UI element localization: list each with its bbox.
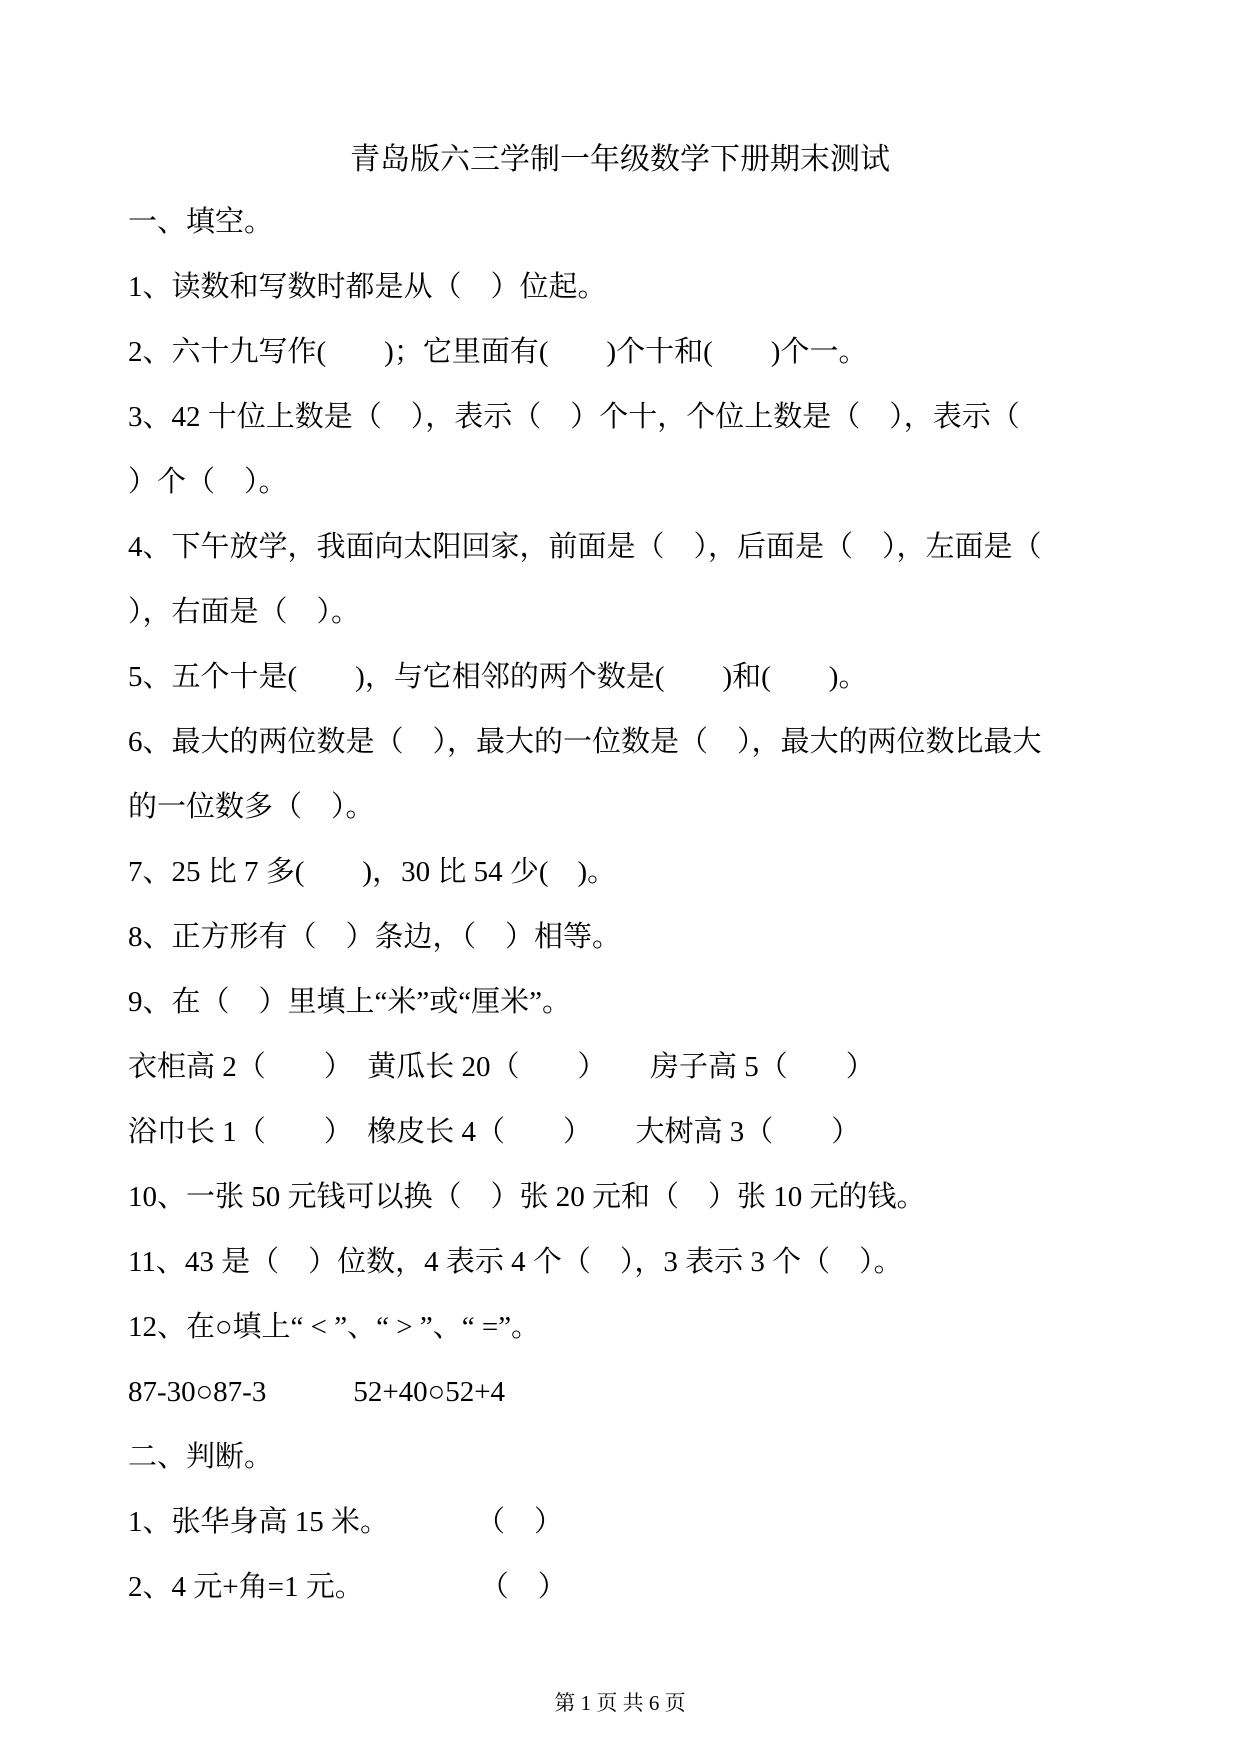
fill-q7: 7、25 比 7 多( )，30 比 54 少( )。 xyxy=(128,856,617,888)
section-fill-heading: 一、填空。 xyxy=(128,206,274,238)
fill-q12: 12、在○填上“ < ”、“ > ”、“ =”。 xyxy=(128,1311,541,1343)
section-judge-heading: 二、判断。 xyxy=(128,1441,274,1473)
fill-q10: 10、一张 50 元钱可以换（ ）张 20 元和（ ）张 10 元的钱。 xyxy=(128,1181,926,1213)
page-title: 青岛版六三学制一年级数学下册期末测试 xyxy=(350,143,890,176)
fill-q8: 8、正方形有（ ）条边，（ ）相等。 xyxy=(128,921,622,953)
fill-q11: 11、43 是（ ）位数，4 表示 4 个（ ），3 表示 3 个（ ）。 xyxy=(128,1246,903,1278)
fill-q6: 6、最大的两位数是（ ），最大的一位数是（ ），最大的两位数比最大 xyxy=(128,726,1042,758)
judge-q2: 2、4 元+角=1 元。 （ ） xyxy=(128,1571,567,1603)
page-footer: 第 1 页 共 6 页 xyxy=(554,1691,686,1715)
fill-q2: 2、六十九写作( )；它里面有( )个十和( )个一。 xyxy=(128,336,868,368)
fill-q12-expressions: 87-30○87-3 52+40○52+4 xyxy=(128,1376,506,1408)
fill-q9-row1: 衣柜高 2（ ） 黄瓜长 20（ ） 房子高 5（ ） xyxy=(128,1051,875,1083)
fill-q6-continuation: 的一位数多（ ）。 xyxy=(128,791,375,823)
fill-q5: 5、五个十是( )，与它相邻的两个数是( )和( )。 xyxy=(128,661,868,693)
fill-q9-row2: 浴巾长 1（ ） 橡皮长 4（ ） 大树高 3（ ） xyxy=(128,1116,861,1148)
judge-q1: 1、张华身高 15 米。 （ ） xyxy=(128,1506,564,1538)
fill-q4: 4、下午放学，我面向太阳回家，前面是（ ），后面是（ ），左面是（ xyxy=(128,531,1042,563)
fill-q3: 3、42 十位上数是（ ），表示（ ）个十，个位上数是（ ），表示（ xyxy=(128,401,1020,433)
fill-q9: 9、在（ ）里填上“米”或“厘米”。 xyxy=(128,986,571,1018)
fill-q4-continuation: ），右面是（ ）。 xyxy=(128,596,361,628)
fill-q1: 1、读数和写数时都是从（ ）位起。 xyxy=(128,271,607,303)
fill-q3-continuation: ）个（ ）。 xyxy=(128,466,288,498)
